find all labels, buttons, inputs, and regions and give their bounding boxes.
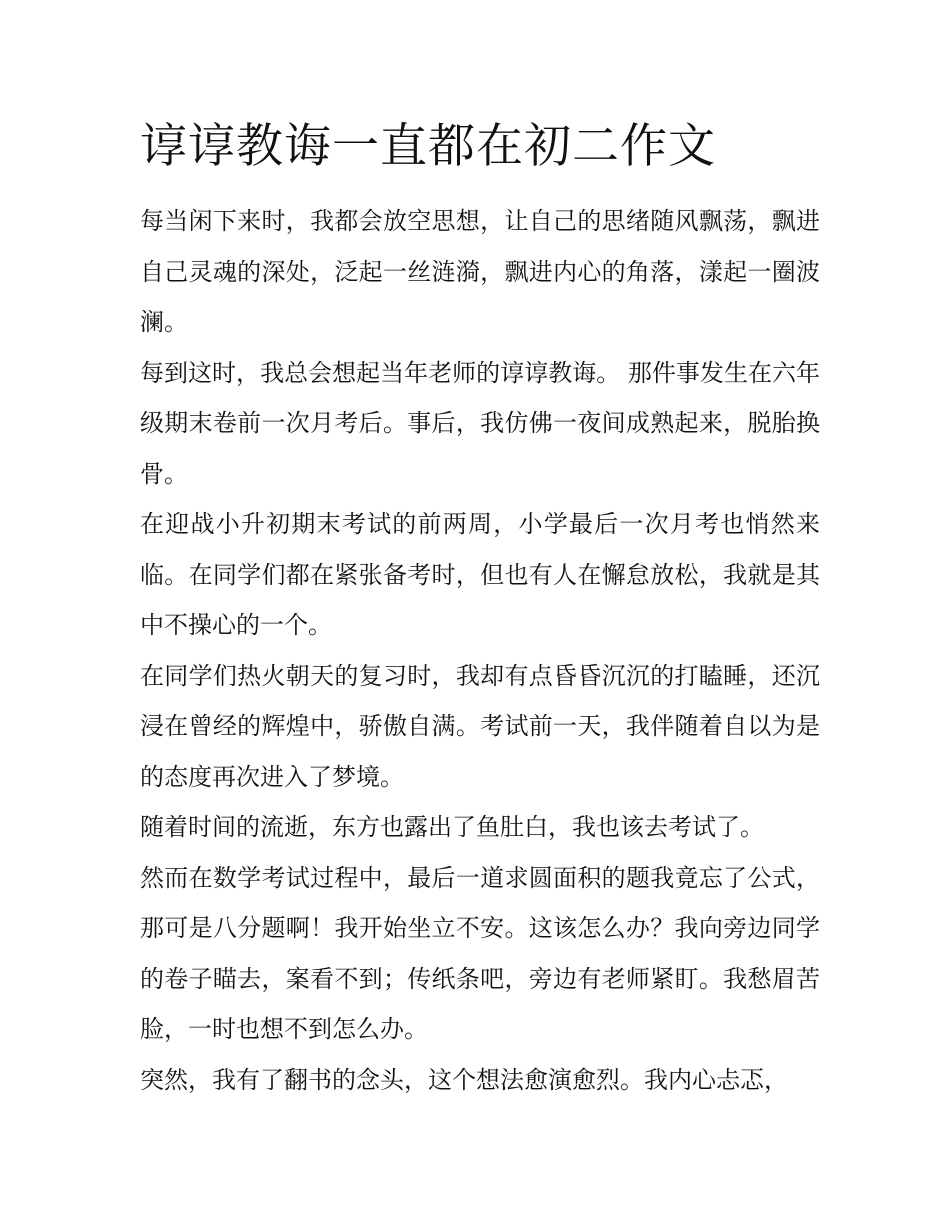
- paragraph: 随着时间的流逝，东方也露出了鱼肚白，我也该去考试了。: [140, 813, 764, 841]
- paragraph: 每到这时，我总会想起当年老师的谆谆教诲。 那件事发生在六年级期末卷前一次月考后。事后，我仿佛一夜间成熟起来，脱胎换骨。: [140, 358, 820, 488]
- paragraph: 在同学们热火朝天的复习时，我却有点昏昏沉沉的打瞌睡，还沉浸在曾经的辉煌中，骄傲自满。考试前一天，我伴随着自以为是的态度再次进入了梦境。: [140, 661, 820, 791]
- document-title: 谆谆教诲一直都在初二作文: [140, 119, 716, 174]
- document-body: [140, 196, 820, 1105]
- paragraph: 在迎战小升初期末考试的前两周，小学最后一次月考也悄然来临。在同学们都在紧张备考时，但也有人在懈怠放松，我就是其中不操心的一个。: [140, 510, 820, 639]
- paragraph: 每当闲下来时，我都会放空思想，让自己的思绪随风飘荡，飘进自己灵魂的深处，泛起一丝涟漪，飘进内心的角落，漾起一圈波澜。: [140, 207, 820, 336]
- paragraph: 突然，我有了翻书的念头，这个想法愈演愈烈。我内心忐忑，: [140, 1065, 788, 1094]
- paragraph: 然而在数学考试过程中，最后一道求圆面积的题我竟忘了公式，那可是八分题啊！我开始坐立不安。这该怎么办？我向旁边同学的卷子瞄去，案看不到；传纸条吧，旁边有老师紧盯。我愁眉苦脸，一时也想不到怎么办。: [140, 863, 820, 1043]
